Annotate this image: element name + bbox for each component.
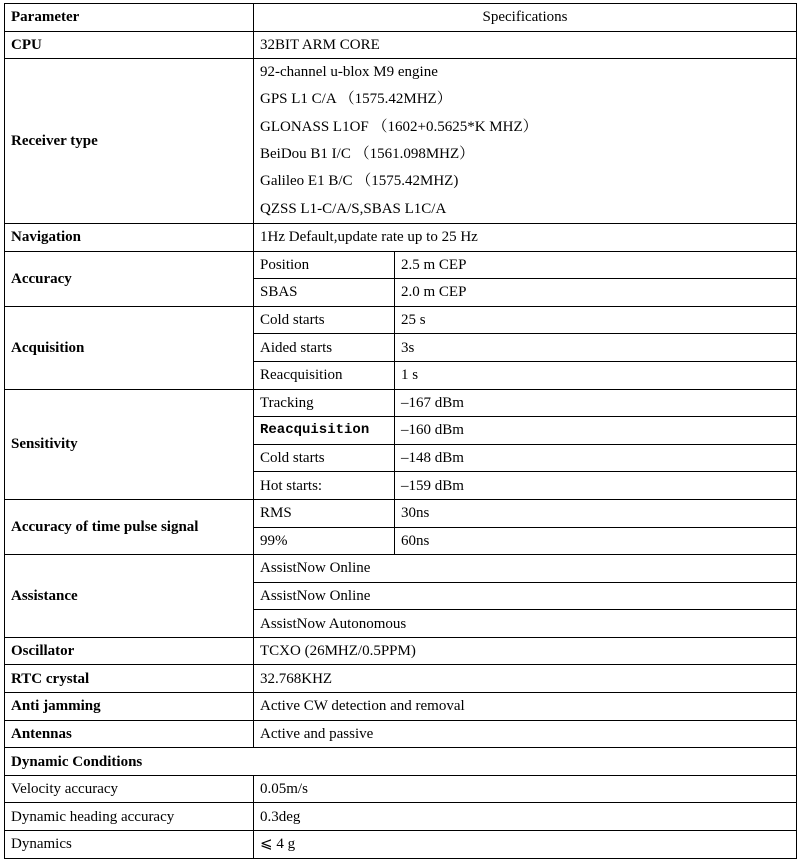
time-pulse-sub-value: 30ns xyxy=(395,499,797,527)
anti-jamming-value: Active CW detection and removal xyxy=(254,693,797,721)
time-pulse-sub-name: 99% xyxy=(254,527,395,555)
spec-table xyxy=(4,3,797,859)
table-row xyxy=(5,693,797,721)
cpu-label: CPU xyxy=(5,31,254,59)
dynamic-sub-value: ⩽ 4 g xyxy=(254,831,797,859)
table-row xyxy=(5,665,797,693)
oscillator-value: TCXO (26MHZ/0.5PPM) xyxy=(254,637,797,665)
acquisition-sub-name: Aided starts xyxy=(254,334,395,362)
header-parameter: Parameter xyxy=(5,4,254,32)
table-row xyxy=(5,555,797,583)
table-row xyxy=(5,775,797,803)
table-row xyxy=(5,223,797,251)
assistance-label: Assistance xyxy=(5,555,254,638)
assistance-value: AssistNow Online xyxy=(254,555,797,583)
acquisition-label: Acquisition xyxy=(5,306,254,389)
sensitivity-sub-name: Hot starts: xyxy=(254,472,395,500)
header-specifications: Specifications xyxy=(254,4,797,32)
sensitivity-sub-name: Reacquisition xyxy=(254,417,395,445)
sensitivity-sub-value: –160 dBm xyxy=(395,417,797,445)
antennas-value: Active and passive xyxy=(254,720,797,748)
time-pulse-sub-name: RMS xyxy=(254,499,395,527)
table-row xyxy=(5,306,797,334)
cpu-value: 32BIT ARM CORE xyxy=(254,31,797,59)
table-row xyxy=(5,389,797,417)
receiver-type-value xyxy=(254,59,797,224)
accuracy-sub-name: Position xyxy=(254,251,395,279)
dynamic-sub-name: Velocity accuracy xyxy=(5,775,254,803)
oscillator-label: Oscillator xyxy=(5,637,254,665)
sensitivity-sub-value: –148 dBm xyxy=(395,444,797,472)
accuracy-label: Accuracy xyxy=(5,251,254,306)
receiver-line: GLONASS L1OF （1602+0.5625*K MHZ） xyxy=(260,118,538,135)
receiver-line: 92-channel u-blox M9 engine xyxy=(260,64,438,81)
rtc-crystal-value: 32.768KHZ xyxy=(254,665,797,693)
table-header-row xyxy=(5,4,797,32)
table-row xyxy=(5,637,797,665)
dynamic-sub-name: Dynamic heading accuracy xyxy=(5,803,254,831)
receiver-line: QZSS L1-C/A/S,SBAS L1C/A xyxy=(260,200,447,217)
receiver-line: BeiDou B1 I/C （1561.098MHZ） xyxy=(260,146,475,163)
sensitivity-sub-name: Tracking xyxy=(254,389,395,417)
dynamic-sub-value: 0.05m/s xyxy=(254,775,797,803)
anti-jamming-label: Anti jamming xyxy=(5,693,254,721)
assistance-value: AssistNow Autonomous xyxy=(254,610,797,638)
accuracy-sub-name: SBAS xyxy=(254,279,395,307)
time-pulse-sub-value: 60ns xyxy=(395,527,797,555)
time-pulse-label: Accuracy of time pulse signal xyxy=(5,499,254,554)
navigation-label: Navigation xyxy=(5,223,254,251)
table-row xyxy=(5,803,797,831)
dynamic-sub-value: 0.3deg xyxy=(254,803,797,831)
antennas-label: Antennas xyxy=(5,720,254,748)
receiver-line: Galileo E1 B/C （1575.42MHZ) xyxy=(260,173,459,190)
table-row xyxy=(5,748,797,776)
table-row xyxy=(5,831,797,859)
sensitivity-sub-name: Cold starts xyxy=(254,444,395,472)
receiver-line: GPS L1 C/A （1575.42MHZ） xyxy=(260,91,452,108)
acquisition-sub-value: 25 s xyxy=(395,306,797,334)
receiver-type-label: Receiver type xyxy=(5,59,254,224)
table-row xyxy=(5,251,797,279)
accuracy-sub-value: 2.5 m CEP xyxy=(395,251,797,279)
acquisition-sub-name: Cold starts xyxy=(254,306,395,334)
accuracy-sub-value: 2.0 m CEP xyxy=(395,279,797,307)
rtc-crystal-label: RTC crystal xyxy=(5,665,254,693)
acquisition-sub-value: 1 s xyxy=(395,361,797,389)
table-row xyxy=(5,59,797,224)
assistance-value: AssistNow Online xyxy=(254,582,797,610)
table-row xyxy=(5,31,797,59)
sensitivity-sub-value: –159 dBm xyxy=(395,472,797,500)
acquisition-sub-name: Reacquisition xyxy=(254,361,395,389)
dynamic-conditions-heading: Dynamic Conditions xyxy=(5,748,797,776)
table-row xyxy=(5,499,797,527)
acquisition-sub-value: 3s xyxy=(395,334,797,362)
dynamic-sub-name: Dynamics xyxy=(5,831,254,859)
table-row xyxy=(5,720,797,748)
sensitivity-label: Sensitivity xyxy=(5,389,254,499)
sensitivity-sub-value: –167 dBm xyxy=(395,389,797,417)
navigation-value: 1Hz Default,update rate up to 25 Hz xyxy=(254,223,797,251)
